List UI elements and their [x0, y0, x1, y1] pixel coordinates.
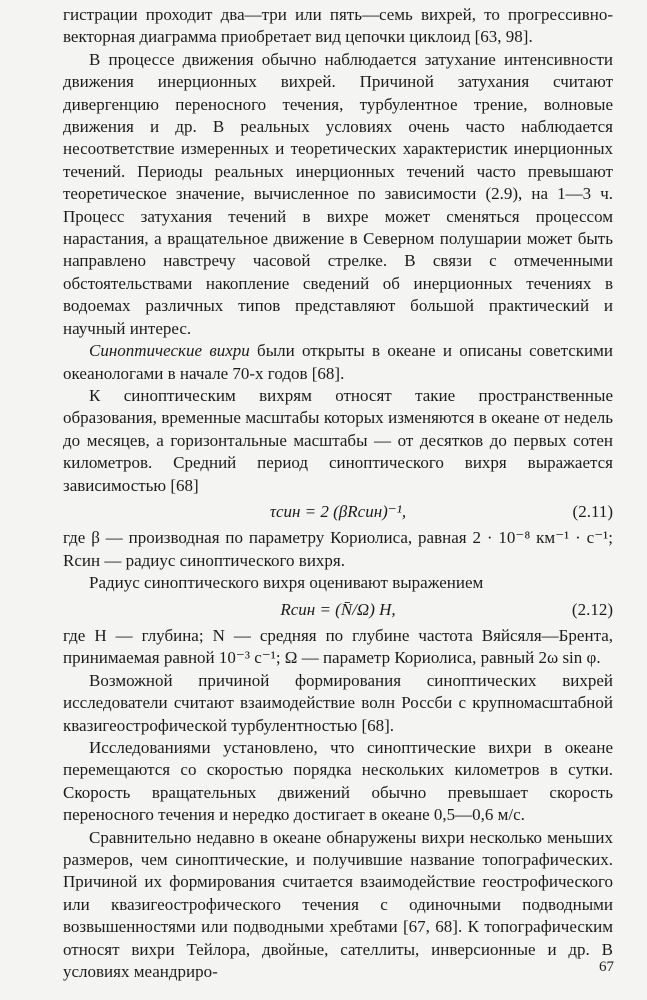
paragraph-5: где β — производная по параметру Кориолиса, равная 2 · 10⁻⁸ км⁻¹ · с⁻¹; Rсин — радиус синоптического вихря. — [63, 528, 613, 570]
equation-2-11-number: (2.11) — [572, 501, 613, 521]
equation-2-11-formula: τсин = 2 (βRсин)⁻¹, — [269, 501, 407, 521]
paragraph-7: где H — глубина; N — средняя по глубине частота Вяйсяля—Брента, принимаемая равной 10⁻³ с⁻¹; Ω — параметр Кориолиса, равный 2ω sin φ. — [63, 625, 613, 668]
paragraph-2: В процессе движения обычно наблюдается затухание интенсивности движения инерционных вихрей. Причиной затухания считают дивергенцию переносного течения, турбулентное трение, волновые движения и др. В реальных условиях очень часто наблюдается несоответствие измеренных и теоретических характеристик инерционных течений. Периоды реальных инерционных течений часто превышают теоретическое значение, вычисленное по зависимости (2.9), на 1—3 ч. Процесс затухания течений в вихре может сменяться процессом нарастания, а вращательное движение в Северном полушарии может быть направлено навстречу часовой стрелке. В связи с отмеченными обстоятельствами накопление сведений об инерционных течениях в водоемах различных типов представляют большой практический и научный интерес. — [63, 49, 613, 338]
equation-2-12 — [63, 599, 613, 621]
equation-2-11 — [63, 501, 613, 523]
paragraph-3 — [63, 340, 613, 385]
page-number: 67 — [599, 959, 614, 975]
paragraph-3-text: были открыты в океане и описаны советскими океанологами в начале 70-х годов [68]. — [63, 341, 614, 383]
paragraph-8: Возможной причиной формирования синоптических вихрей исследователи считают взаимодействие волн Россби с крупномасштабной квазигеострофической турбулентностью [68]. — [63, 670, 613, 735]
paragraph-10: Сравнительно недавно в океане обнаружены вихри несколько меньших размеров, чем синоптические, и получившие название топографических. Причиной их формирования считается взаимодействие геострофического или квазигеострофического течения с одиночными подводными возвышенностями или подводными хребтами [67, 68]. К топографическим относят вихри Тейлора, двойные, сателлиты, инверсионные и др. В условиях меандриро- — [63, 827, 613, 982]
paragraph-9: Исследованиями установлено, что синоптические вихри в океане перемещаются со скоростью порядка нескольких километров в сутки. Скорость вращательных движений обычно превышает скорость переносного течения и нередко достигает в океане 0,5—0,6 м/с. — [63, 737, 613, 825]
term-synoptic-vortices: Синоптические вихри — [89, 341, 250, 361]
equation-2-12-formula: Rсин = (N̄/Ω) H, — [280, 599, 396, 619]
paragraph-6: Радиус синоптического вихря оценивают выражением — [89, 573, 484, 593]
page-body — [63, 4, 613, 983]
equation-2-12-number: (2.12) — [571, 599, 613, 619]
paragraph-1: гистрации проходит два—три или пять—семь вихрей, то прогрессивно-векторная диаграмма приобретает вид цепочки циклоид [63, 98]. — [63, 5, 613, 47]
paragraph-4: К синоптическим вихрям относят такие пространственные образования, временные масштабы которых изменяются в океане от недель до месяцев, а горизонтальные масштабы — от десятков до первых сотен километров. Средний период синоптического вихря выражается зависимостью [68] — [63, 385, 613, 495]
